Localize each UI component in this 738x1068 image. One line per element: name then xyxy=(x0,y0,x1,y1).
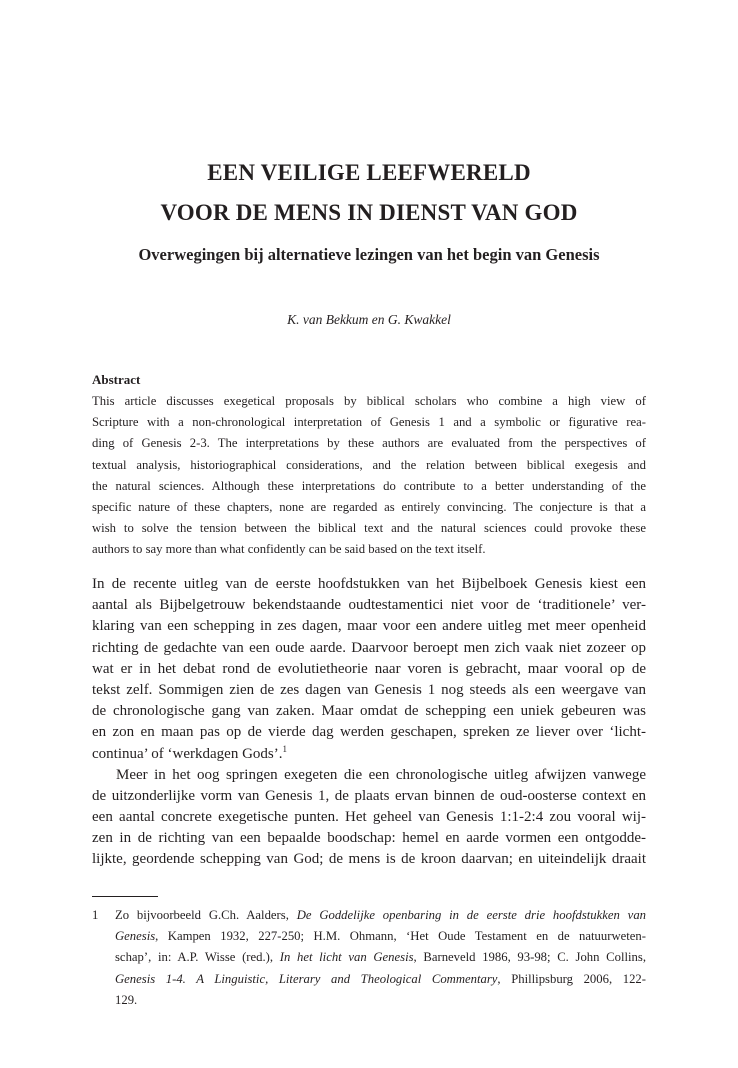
footnote-title-italic: In het licht van Genesis xyxy=(279,950,414,965)
footnote-line xyxy=(115,926,646,947)
body-line: richting de gedachte van een oude aarde. Daarvoor beroept men zich vaak niet zozeer op xyxy=(92,639,646,656)
abstract-line: This article discusses exegetical proposals by biblical scholars who combine a high view of xyxy=(92,394,646,408)
body-text xyxy=(92,574,646,871)
body-line: klaring van een schepping in zes dagen, maar voor een andere uitleg met meer openheid xyxy=(92,618,646,635)
body-line-text: continua’ of ‘werkdagen Gods’. xyxy=(92,745,283,762)
footnote-title-italic: Genesis 1-4. A Linguistic, Literary and Theological Commentary xyxy=(115,971,498,986)
body-line: lijkte, geordende schepping van God; de mens is de kroon daarvan; en uiteindelijk draait xyxy=(92,851,646,868)
footnote-text-segment: , Kampen 1932, 227-250; H.M. Ohmann, ‘Het Oude Testament en de natuurweten- xyxy=(155,929,646,944)
abstract-line: textual analysis, historiographical considerations, and the relation between biblical exegesis and xyxy=(92,457,646,472)
abstract-line: authors to say more than what confidently can be said based on the text itself. xyxy=(92,542,486,557)
body-line: de chronologische gang van zaken. Maar omdat de schepping een uniek gebeuren was xyxy=(92,703,646,720)
article-subtitle: Overwegingen bij alternatieve lezingen van het begin van Genesis xyxy=(138,245,600,264)
abstract-text xyxy=(92,391,646,561)
article-title-line-2: VOOR DE MENS IN DIENST VAN GOD xyxy=(160,200,578,225)
footnote-line: 129. xyxy=(115,992,138,1007)
article-authors: K. van Bekkum en G. Kwakkel xyxy=(287,312,451,327)
body-line: Meer in het oog springen exegeten die een chronologische uitleg afwijzen vanwege xyxy=(116,766,646,783)
abstract-line: the natural sciences. Although these interpretations do contribute to a better understanding of the xyxy=(92,478,646,493)
abstract-heading: Abstract xyxy=(92,372,141,387)
footnote-title-italic: De Goddelijke openbaring in de eerste drie hoofdstukken van xyxy=(296,908,647,922)
body-line: en zon en maan pas op de vierde dag werden geschapen, spreken ze liever over ‘licht- xyxy=(92,724,646,741)
body-line: een aantal concrete exegetische punten. Het geheel van Genesis 1:1-2:4 zou vooral wij- xyxy=(92,809,646,826)
footnote-title-italic: Genesis xyxy=(115,929,156,944)
article-title-line-1: EEN VEILIGE LEEFWERELD xyxy=(207,160,531,185)
footnote-number: 1 xyxy=(92,908,99,922)
footnote-line xyxy=(115,905,646,926)
footnote-line xyxy=(115,969,646,990)
body-line: aantal als Bijbelgetrouw bekendstaande oudtestamentici niet voor de ‘traditionele’ ver- xyxy=(92,597,646,614)
body-line: zen in de richting van een bepaalde boodschap: hemel en aarde vormen een ontgodde- xyxy=(92,830,646,847)
footnote xyxy=(92,905,646,1011)
abstract-line: Scripture with a non-chronological interpretation of Genesis 1 and a symbolic or figurative rea- xyxy=(92,415,646,430)
footnote-text-segment: , Phillipsburg 2006, 122- xyxy=(497,971,646,986)
footnote-text-segment: schap’, in: A.P. Wisse (red.), xyxy=(115,950,280,965)
footnote-reference[interactable]: 1 xyxy=(282,743,287,754)
footnote-text-segment: , Barneveld 1986, 93-98; C. John Collins, xyxy=(413,950,646,965)
body-line xyxy=(92,744,646,765)
body-line: wat er in het debat rond de evolutietheorie naar voren is gebracht, maar vooral op de xyxy=(92,660,646,677)
footnote-line xyxy=(115,947,646,968)
body-line: In de recente uitleg van de eerste hoofdstukken van het Bijbelboek Genesis kiest een xyxy=(92,576,646,592)
body-line: tekst zelf. Sommigen zien de zes dagen van Genesis 1 nog steeds als een weergave van xyxy=(92,681,646,698)
body-line: de uitzonderlijke vorm van Genesis 1, de plaats ervan binnen de oud-oosterse context en xyxy=(92,787,646,804)
footnote-text-segment: Zo bijvoorbeeld G.Ch. Aalders, xyxy=(115,908,297,922)
footnote-divider xyxy=(92,896,158,897)
abstract-line: specific nature of these chapters, none are regarded as entirely convincing. The conjecture is that a xyxy=(92,499,646,514)
abstract-line: wish to solve the tension between the biblical text and the natural sciences could provoke these xyxy=(92,521,646,536)
abstract-line: ding of Genesis 2-3. The interpretations by these authors are evaluated from the perspectives of xyxy=(92,436,646,451)
footnote-text xyxy=(115,905,646,1011)
